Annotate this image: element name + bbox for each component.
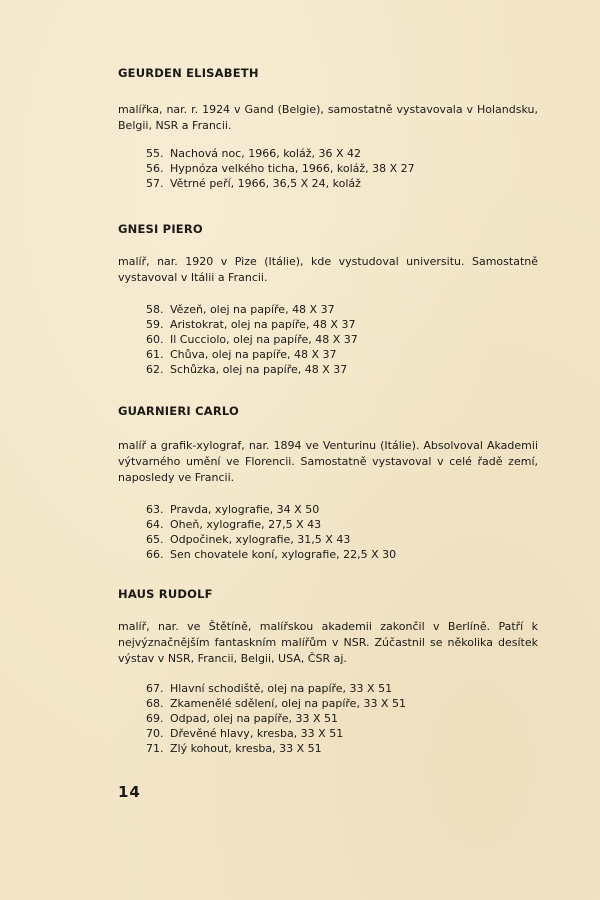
- artwork-title: Hypnóza velkého ticha, 1966, koláž, 38 X 27: [170, 162, 415, 175]
- artwork-number: 58.: [146, 303, 164, 316]
- artwork-number: 56.: [146, 162, 164, 175]
- artwork-title: Odpad, olej na papíře, 33 X 51: [170, 712, 338, 725]
- artwork-title: Schůzka, olej na papíře, 48 X 37: [170, 363, 348, 376]
- artwork-item: [146, 726, 538, 741]
- artwork-number: 71.: [146, 742, 164, 755]
- artwork-item: [146, 332, 538, 347]
- artwork-number: 69.: [146, 712, 164, 725]
- artwork-title: Vězeň, olej na papíře, 48 X 37: [170, 303, 335, 316]
- artwork-number: 62.: [146, 363, 164, 376]
- artwork-item: [146, 347, 538, 362]
- artwork-item: [146, 362, 538, 377]
- artwork-number: 57.: [146, 177, 164, 190]
- artwork-number: 67.: [146, 682, 164, 695]
- artist-section-geurden: [118, 66, 538, 191]
- artwork-item: [146, 532, 538, 547]
- artist-bio: malíř, nar. ve Štětíně, malířskou akademii zakončil v Berlíně. Patří k nejvýznačnějším fantaskním malířům v NSR. Zúčastnil se několika desítek výstav v NSR, Francii, Belgii, USA, ČSR aj.: [118, 620, 538, 665]
- artist-bio: malíř a grafik-xylograf, nar. 1894 ve Venturinu (Itálie). Absolvoval Akademii výtvarného umění ve Florencii. Samostatně vystavoval v celé řadě zemí, naposledy ve Francii.: [118, 439, 538, 484]
- artwork-title: Aristokrat, olej na papíře, 48 X 37: [170, 318, 356, 331]
- artist-section-haus: [118, 587, 538, 756]
- page-number: 14: [118, 783, 141, 801]
- artwork-title: Il Cucciolo, olej na papíře, 48 X 37: [170, 333, 358, 346]
- artwork-title: Dřevěné hlavy, kresba, 33 X 51: [170, 727, 344, 740]
- artwork-title: Odpočinek, xylografie, 31,5 X 43: [170, 533, 351, 546]
- artist-name: GNESI PIERO: [118, 222, 203, 236]
- artwork-number: 64.: [146, 518, 164, 531]
- artwork-item: [146, 502, 538, 517]
- artwork-number: 68.: [146, 697, 164, 710]
- artist-section-guarnieri: [118, 404, 538, 562]
- artwork-item: [146, 146, 538, 161]
- artwork-item: [146, 681, 538, 696]
- artwork-title: Nachová noc, 1966, koláž, 36 X 42: [170, 147, 361, 160]
- artwork-item: [146, 696, 538, 711]
- artwork-number: 60.: [146, 333, 164, 346]
- artwork-item: [146, 161, 538, 176]
- artist-name: GEURDEN ELISABETH: [118, 66, 259, 80]
- artwork-title: Hlavní schodiště, olej na papíře, 33 X 51: [170, 682, 393, 695]
- artwork-item: [146, 741, 538, 756]
- artwork-number: 61.: [146, 348, 164, 361]
- artist-bio: malíř, nar. 1920 v Pize (Itálie), kde vystudoval universitu. Samostatně vystavoval v Itálii a Francii.: [118, 255, 538, 284]
- artwork-item: [146, 302, 538, 317]
- artwork-number: 55.: [146, 147, 164, 160]
- artwork-title: Zkamenělé sdělení, olej na papíře, 33 X 51: [170, 697, 406, 710]
- artwork-list: [146, 146, 538, 191]
- artwork-list: [146, 302, 538, 377]
- artwork-list: [146, 502, 538, 562]
- artwork-number: 59.: [146, 318, 164, 331]
- artist-bio: malířka, nar. r. 1924 v Gand (Belgie), samostatně vystavovala v Holandsku, Belgii, NSR a Francii.: [118, 103, 538, 132]
- artist-name: GUARNIERI CARLO: [118, 404, 239, 418]
- artwork-number: 65.: [146, 533, 164, 546]
- artist-section-gnesi: [118, 222, 538, 377]
- artwork-title: Sen chovatele koní, xylografie, 22,5 X 30: [170, 548, 397, 561]
- artwork-title: Chůva, olej na papíře, 48 X 37: [170, 348, 337, 361]
- artwork-item: [146, 711, 538, 726]
- artwork-number: 70.: [146, 727, 164, 740]
- artwork-item: [146, 547, 538, 562]
- artwork-title: Větrné peří, 1966, 36,5 X 24, koláž: [170, 177, 361, 190]
- artwork-number: 63.: [146, 503, 164, 516]
- artwork-list: [146, 681, 538, 756]
- artwork-item: [146, 317, 538, 332]
- artwork-title: Pravda, xylografie, 34 X 50: [170, 503, 320, 516]
- artwork-item: [146, 176, 538, 191]
- artwork-title: Oheň, xylografie, 27,5 X 43: [170, 518, 322, 531]
- artwork-number: 66.: [146, 548, 164, 561]
- artwork-title: Zlý kohout, kresba, 33 X 51: [170, 742, 322, 755]
- artist-name: HAUS RUDOLF: [118, 587, 213, 601]
- artwork-item: [146, 517, 538, 532]
